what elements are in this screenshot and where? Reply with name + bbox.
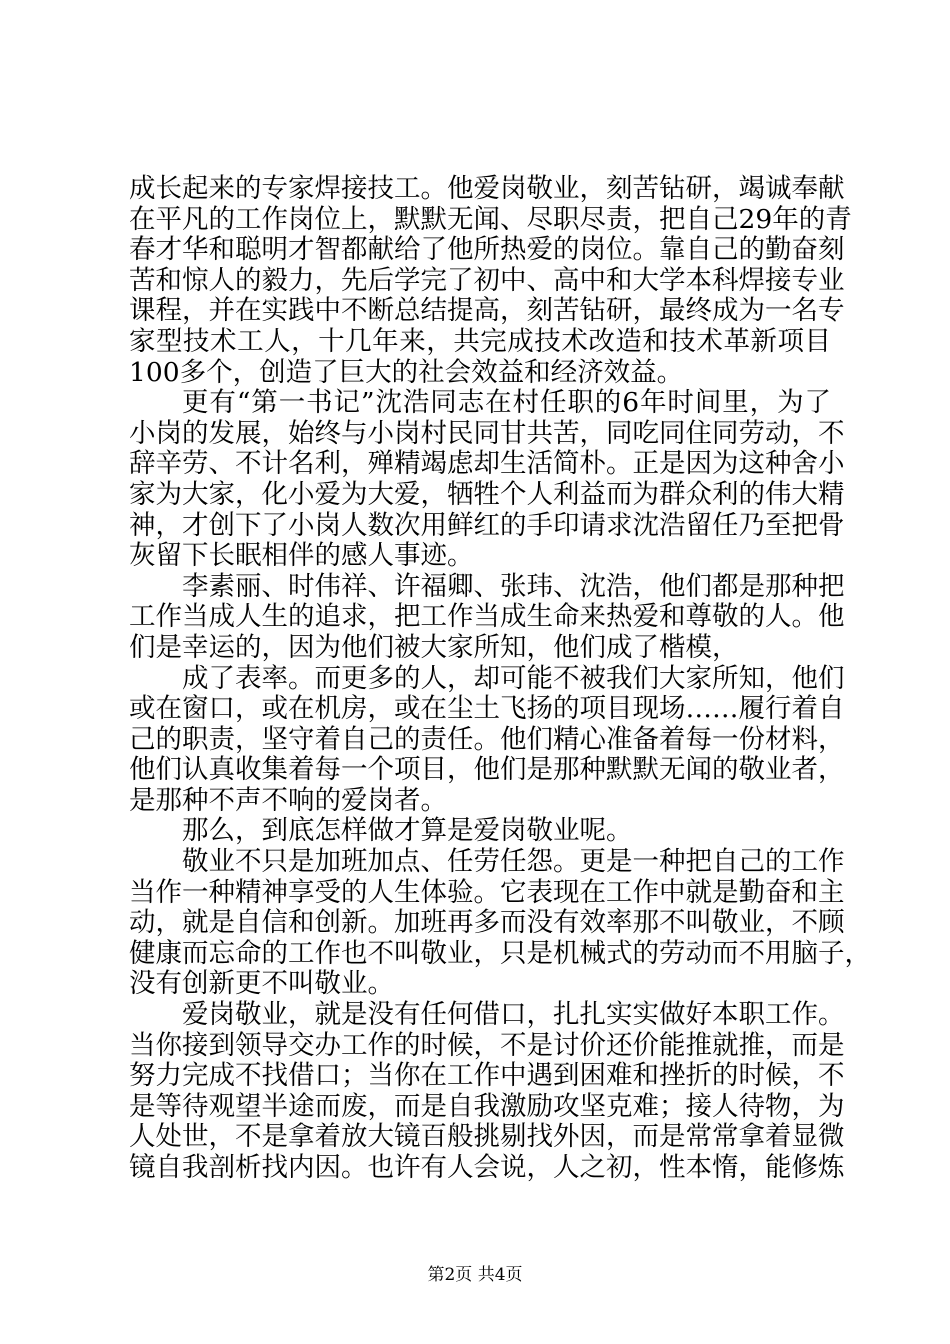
text-line: 在平凡的工作岗位上，默默无闻、尽职尽责，把自己29年的青 xyxy=(129,203,852,235)
text-line: 或在窗口，或在机房，或在尘土飞扬的项目现场……履行着自 xyxy=(129,693,845,725)
text-line: 神，才创下了小岗人数次用鲜红的手印请求沈浩留任乃至把骨 xyxy=(129,509,845,541)
text-line: 动，就是自信和创新。加班再多而没有效率那不叫敬业，不顾 xyxy=(129,907,845,939)
text-line: 他们认真收集着每一个项目，他们是那种默默无闻的敬业者， xyxy=(129,754,845,786)
text-line: 成了表率。而更多的人，却可能不被我们大家所知，他们 xyxy=(182,662,845,694)
text-line: 那么，到底怎样做才算是爱岗敬业呢。 xyxy=(182,815,633,847)
text-line: 成长起来的专家焊接技工。他爱岗敬业，刻苦钻研，竭诚奉献 xyxy=(129,173,845,204)
text-line: 李素丽、时伟祥、许福卿、张玮、沈浩，他们都是那种把 xyxy=(182,570,845,602)
text-line: 爱岗敬业，就是没有任何借口，扎扎实实做好本职工作。 xyxy=(182,999,845,1031)
text-line: 敬业不只是加班加点、任劳任怨。更是一种把自己的工作 xyxy=(182,846,845,878)
text-line: 没有创新更不叫敬业。 xyxy=(129,968,394,1000)
text-line: 努力完成不找借口；当你在工作中遇到困难和挫折的时候，不 xyxy=(129,1060,845,1092)
page-number-label: 第2页 共4页 xyxy=(427,1265,523,1285)
text-line: 更有“第一书记”沈浩同志在村任职的6年时间里，为了 xyxy=(182,387,831,419)
text-line: 春才华和聪明才智都献给了他所热爱的岗位。靠自己的勤奋刻 xyxy=(129,234,845,266)
text-line: 己的职责，坚守着自己的责任。他们精心准备着每一份材料， xyxy=(129,723,845,755)
document-body xyxy=(129,173,871,1184)
paragraph xyxy=(129,570,845,664)
text-line: 镜自我剖析找内因。也许有人会说，人之初，性本惰，能修炼 xyxy=(129,1152,845,1183)
text-line: 们是幸运的，因为他们被大家所知，他们成了楷模， xyxy=(129,631,739,663)
paragraph xyxy=(129,846,871,1000)
text-line: 家为大家，化小爱为大爱，牺牲个人利益而为群众利的伟大精 xyxy=(129,478,845,510)
paragraph xyxy=(129,173,852,388)
text-line: 当你接到领导交办工作的时候，不是讨价还价能推就推，而是 xyxy=(129,1029,845,1061)
paragraph xyxy=(129,662,845,817)
text-line: 100多个，创造了巨大的社会效益和经济效益。 xyxy=(129,356,684,388)
text-line: 辞辛劳、不计名利，殚精竭虑却生活简朴。正是因为这种舍小 xyxy=(129,448,845,480)
text-line: 是等待观望半途而废，而是自我激励攻坚克难；接人待物，为 xyxy=(129,1090,845,1122)
text-line: 家型技术工人，十几年来，共完成技术改造和技术革新项目 xyxy=(129,325,831,357)
text-line: 健康而忘命的工作也不叫敬业，只是机械式的劳动而不用脑子， xyxy=(129,937,871,969)
text-line: 苦和惊人的毅力，先后学完了初中、高中和大学本科焊接专业 xyxy=(129,264,845,296)
page-footer xyxy=(0,1264,950,1286)
text-line: 小岗的发展，始终与小岗村民同甘共苦，同吃同住同劳动，不 xyxy=(129,417,845,449)
text-line: 灰留下长眠相伴的感人事迹。 xyxy=(129,540,474,572)
text-line: 工作当成人生的追求，把工作当成生命来热爱和尊敬的人。他 xyxy=(129,601,845,633)
text-line: 当作一种精神享受的人生体验。它表现在工作中就是勤奋和主 xyxy=(129,876,845,908)
paragraph xyxy=(129,999,845,1184)
paragraph xyxy=(129,816,831,847)
text-line: 是那种不声不响的爱岗者。 xyxy=(129,784,447,816)
text-line: 课程，并在实践中不断总结提高，刻苦钻研，最终成为一名专 xyxy=(129,295,845,327)
paragraph xyxy=(129,387,845,572)
text-line: 人处世，不是拿着放大镜百般挑剔找外因，而是常常拿着显微 xyxy=(129,1121,845,1153)
